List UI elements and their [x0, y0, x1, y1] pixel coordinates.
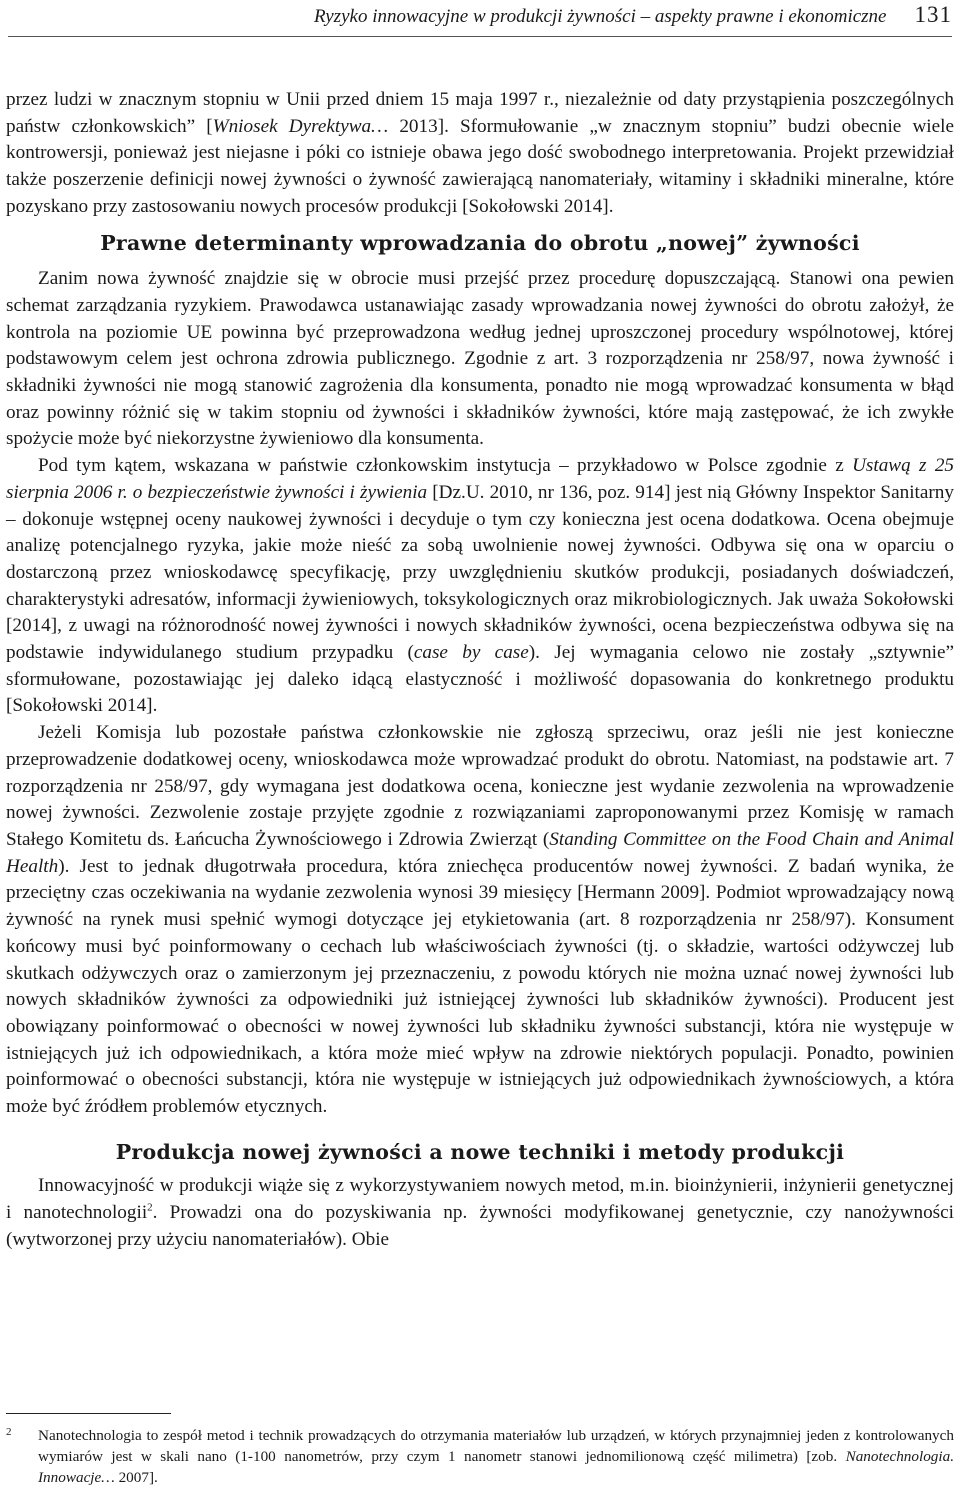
page-number: 131: [914, 2, 952, 27]
text-run: 2013]. Sformułowanie „w znacznym stopniu” budzi obecnie wiele kontrowersji, ponieważ jest niejasne i póki co istnieje obawa jego dość swobodnego interpretowania. Projekt przewidział także poszerzenie definicji nowej żywności o żywność zawierającą nanomateriały, witaminy i składniki mineralne, które pozyskano przy zastosowaniu nowych procesów produkcji [Sokołowski 2014].: [6, 115, 954, 217]
footnote-reference[interactable]: 2: [147, 1201, 153, 1214]
text-run: 2007].: [114, 1469, 158, 1486]
text-run: przez ludzi w znacznym stopniu w Unii przed dniem 15 maja 1997 r., niezależnie od daty przystąpienia poszczególnych państw członkowskich” [: [6, 89, 954, 137]
section-heading-production: Produkcja nowej żywności a nowe techniki i metody produkcji: [115, 1139, 845, 1164]
paragraph-5: [6, 1173, 954, 1253]
running-title: Ryzyko innowacyjne w produkcji żywności – aspekty prawne i ekonomiczne: [313, 6, 887, 27]
italic-term: case by case: [413, 642, 529, 664]
text-run: [Dz.U. 2010, nr 136, poz. 914] jest nią Główny Inspektor Sanitarny – dokonuje wstępnej oceny naukowej żywności i decyduje o tym czy konieczna jest ocena dodatkowa. Ocena obejmuje analizę potencjalnego ryzyka, jakie może nieść za sobą uwolnienie nowej żywności. Odbywa się ona w oparciu o dostarczoną przez wnioskodawcę specyfikację, przy uwzględnieniu skutków produkcji, posiadanych doświadczeń, charakterystyki adresatów, informacji żywieniowych, toksykologicznych oraz mikrobiologicznych. Jak uważa Sokołowski [2014], z uwagi na różnorodność nowej żywności i nowych składników żywności, ocena bezpieczeństwa odbywa się na podstawie indywidulanego studium przypadku (: [6, 481, 954, 664]
text-run: Pod tym kątem, wskazana w państwie członkowskim instytucja – przykładowo w Polsce zgodnie z: [38, 455, 853, 477]
paragraph-4: [6, 720, 954, 1121]
paragraph-2: Zanim nowa żywność znajdzie się w obrocie musi przejść przez procedurę dopuszczającą. Stanowi ona pewien schemat zarządzania ryzykiem. Prawodawca ustanawiając zasady wprowadzania nowej żywności do obrotu założył, że kontrola na poziomie UE powinna być przeprowadzona według jednej uproszczonej procedury wspólnotowej, której podstawowym celem jest ochrona zdrowia publicznego. Zgodnie z art. 3 rozporządzenia nr 258/97, nowa żywność i składniki żywności nie mogą stanowić zagrożenia dla konsumenta, ponadto nie mogą wprowadzać konsumenta w błąd oraz powinny różnić się w takim stopniu od żywności i składników żywności, które mają zastępować, że ich zwykłe spożycie może być niekorzystne żywieniowo dla konsumenta.: [6, 268, 954, 450]
italic-committee-name: Standing Committee on the Food Chain and Animal Health: [6, 828, 954, 877]
section-heading-legal: Prawne determinanty wprowadzania do obrotu „nowej” żywności: [100, 230, 860, 255]
paragraph-3: [6, 453, 954, 720]
running-header: [8, 2, 952, 37]
text-run: Nanotechnologia to zespół metod i technik prowadzących do otrzymania materiałów lub urządzeń, w których przynajmniej jeden z kontrolowanych wymiarów jest w skali nano (1-100 nanometrów, przy czym 1 nanometr stanowi jednomilionową część milimetra) [zob.: [38, 1427, 954, 1465]
italic-citation: Wniosek Dyrektywa…: [212, 115, 400, 137]
body-text: [6, 87, 954, 1254]
italic-act-title: Ustawą z 25 sierpnia 2006 r. o bezpieczeństwie żywności i żywienia: [6, 455, 955, 503]
footnote-text: [38, 1425, 954, 1488]
italic-source: Nanotechnologia. Innowacje…: [38, 1448, 954, 1486]
text-run: Jeżeli Komisja lub pozostałe państwa członkowskie nie zgłoszą sprzeciwu, oraz jeśli nie jest konieczne przeprowadzenie dodatkowej oceny, wnioskodawca może wprowadzać produkt do obrotu. Natomiast, na podstawie art. 7 rozporządzenia nr 258/97, gdy wymagana jest dodatkowa ocena, konieczne jest wydanie zezwolenia na wprowadzenie nowej żywności. Zezwolenie zostaje przyjęte zgodnie z rozwiązaniami zaproponowanymi przez Komisję w ramach Stałego Komitetu ds. Łańcucha Żywnościowego i Zdrowia Zwierząt (: [6, 722, 954, 850]
footnote-number: 2: [6, 1426, 12, 1438]
text-run: Innowacyjność w produkcji wiąże się z wykorzystywaniem nowych metod, m.in. bioinżynierii, inżynierii genetycznej i nanotechnologii: [6, 1175, 954, 1224]
text-run: . Prowadzi ona do pozyskiwania np. żywności modyfikowanej genetycznie, czy nanożywności (wytworzonej przy użyciu nanomateriałów). Obie: [6, 1202, 954, 1250]
text-run: ). Jest to jednak długotrwała procedura, która zniechęca producentów nowej żywności. Z badań wynika, że przeciętny czas oczekiwania na wydanie zezwolenia wynosi 39 miesięcy [Hermann 2009]. Podmiot wprowadzający nową żywność na rynek musi spełnić wymogi dotyczące jej etykietowania (art. 8 rozporządzenia nr 258/97). Konsument końcowy musi być poinformowany o cechach lub właściwościach żywności (tj. o składzie, wartości odżywczej lub skutkach odżywczych oraz o zamierzonym jej przeznaczeniu, z powodu których nie można uznać nowej żywności lub nowych składników żywności za odpowiedniki już istniejącej żywności lub składników żywności). Producent jest obowiązany poinformować o obecności w nowej żywności lub składniku żywności substancji, która nie występuje w istniejących już ich odpowiednikach, a która może mieć wpływ na zdrowie niektórych populacji. Ponadto, powinien poinformować o obecności substancji, która nie występuje w istniejących już odpowiednikach żywnościowych, a która może być źródłem problemów etycznych.: [6, 855, 954, 1118]
footnote: [6, 1425, 954, 1488]
text-run: ). Jej wymagania celowo nie zostały „sztywnie” sformułowane, pozostawiając jej daleko idącą elastyczność i możliwość dopasowania do konkretnego produktu [Sokołowski 2014].: [6, 642, 954, 717]
paragraph-1: [6, 87, 954, 221]
footnote-divider: [6, 1413, 171, 1414]
